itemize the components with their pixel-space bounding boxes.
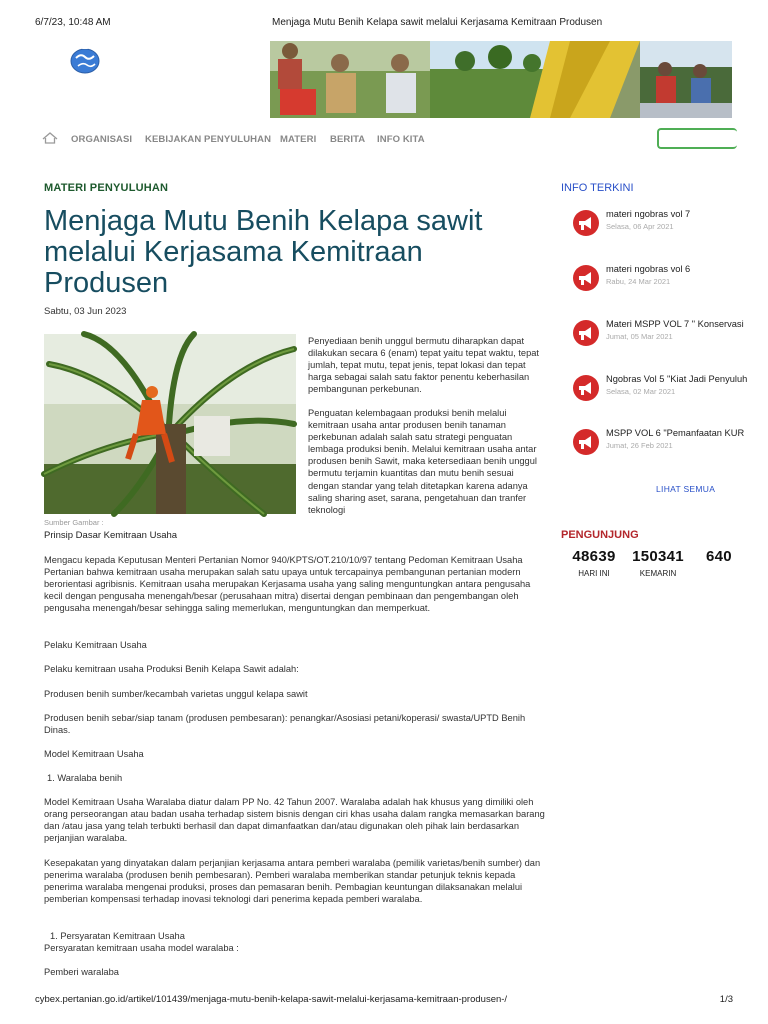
article-paragraph: Mengacu kepada Keputusan Menteri Pertanian Nomor 940/KPTS/OT.210/10/97 tentang Pedoman Kemitraan Usaha Pertanian bahwa kemitraan usaha merupakan salah satu upaya untuk tercapainya pembangunan pertanian modern berorientasi agribisnis. Kemitraan usaha merupakan Kerjasama usaha yang saling menguntungkan antara pengusaha kecil dengan pengusaha menengah/besar (perusahaan mitra) disertai dengan pembinaan dan pengembangan oleh pengusaha menengah/besar sehingga saling memerlukan, menguntungkan dan memperkuat. [44,555,531,614]
stat-value: 48639 [572,548,616,565]
info-item-title[interactable]: materi ngobras vol 7 [606,209,691,219]
stat-value: 640 [706,548,732,565]
info-item[interactable] [573,374,748,411]
article-paragraph: Kesepakatan yang dinyatakan dalam perjanjian kerjasama antara pemberi waralaba (pemilik varietas/benih sumber) dan penerima waralaba (produsen benih pembesaran). Pemberi waralaba memberikan standar petunjuk teknis kepada penerima waralaba mengenai produksi, proses dan pemasaran benih. Pembagian keuntungan dilaksanakan melalui pemberian kompensasi terhadap inovasi teknologi dari penerima kepada pemberi waralaba. [44,858,541,905]
nav-item-organisasi[interactable]: ORGANISASI [71,134,133,145]
site-logo[interactable] [70,46,100,74]
article-paragraph: Pelaku Kemitraan Usaha [44,640,147,650]
print-page-number: 1/3 [719,994,733,1005]
article-title: Menjaga Mutu Benih Kelapa sawit melalui Kerjasama Kemitraan Produsen [44,205,483,299]
see-all-link[interactable]: LIHAT SEMUA [656,484,716,494]
stat-today [569,548,619,578]
stat-yesterday [630,548,686,578]
print-timestamp: 6/7/23, 10:48 AM [35,17,111,28]
print-url: cybex.pertanian.go.id/artikel/101439/menjaga-mutu-benih-kelapa-sawit-melalui-kerjasama-kemitraan-produsen-/ [35,994,508,1005]
stat-label: HARI INI [578,569,610,578]
article-side-paragraph: Penyediaan benih unggul bermutu diharapkan dapat dilakukan secara 6 (enam) tepat yaitu tepat waktu, tepat jumlah, tepat mutu, tepat jenis, tepat lokasi dan tepat harga sebagai salah satu faktor penentu keberhasilan pembangunan perkebunan. [308,336,540,395]
info-item[interactable] [573,210,733,246]
info-item-date: Jumat, 26 Feb 2021 [606,441,673,450]
info-item[interactable] [573,428,745,465]
nav-item-berita[interactable]: BERITA [330,134,366,145]
article-paragraph: Persyaratan kemitraan usaha model waralaba : [44,943,239,953]
nav-item-materi[interactable]: MATERI [280,134,317,145]
stat-value: 150341 [632,548,684,565]
stat-total [706,548,746,569]
article-side-paragraph: Penguatan kelembagaan produksi benih melalui kemitraan usaha antar produsen benih tanaman perkebunan adalah salah satu strategi penguatan lembaga produksi benih. Melalui kemitraan usaha antar produsen benih Sawit, maka ketersediaan benih unggul bermutu terjamin kuantitas dan mutu benih sesuai dengan standar yang telah ditetapkan karena adanya saling sharing aset, sarana, pengetahuan dan tranfer teknologi [308,408,537,515]
article-category[interactable]: MATERI PENYULUHAN [44,182,169,194]
article-paragraph: Pelaku kemitraan usaha Produksi Benih Kelapa Sawit adalah: [44,664,299,674]
visitors-heading: PENGUNJUNG [561,529,639,541]
info-item[interactable] [573,319,744,356]
nav-item-info-kita[interactable]: INFO KITA [377,134,425,145]
megaphone-icon [573,265,599,291]
print-doc-title: Menjaga Mutu Benih Kelapa sawit melalui Kerjasama Kemitraan Produsen [272,17,603,28]
megaphone-icon [573,429,599,455]
nav-item-kebijakan-penyuluhan[interactable]: KEBIJAKAN PENYULUHAN [145,134,272,145]
article-subheading: Prinsip Dasar Kemitraan Usaha [44,530,178,541]
megaphone-icon [573,320,599,346]
stat-label: KEMARIN [639,569,677,578]
home-icon[interactable] [42,131,58,143]
article-paragraph: Model Kemitraan Usaha Waralaba diatur dalam PP No. 42 Tahun 2007. Waralaba adalah hak khusus yang dimiliki oleh orang perseorangan atau badan usaha terhadap sistem bisnis dengan ciri khas usaha dalam rangka memasarkan barang dan /atau jasa yang telah terbukti berhasil dan dapat dimanfaatkan dan/atau digunakan oleh pihak lain berdasarkan perjanjian waralaba. [44,797,545,844]
info-item-title[interactable]: Materi MSPP VOL 7 " Konservasi [606,319,744,329]
article-paragraph: Produsen benih sumber/kecambah varietas unggul kelapa sawit [44,689,308,699]
megaphone-icon [573,375,599,401]
info-item-date: Selasa, 06 Apr 2021 [606,222,674,231]
info-item-title[interactable]: MSPP VOL 6 "Pemanfaatan KUR [606,428,745,438]
info-item-date: Rabu, 24 Mar 2021 [606,277,671,286]
article-paragraph: 1. Persyaratan Kemitraan Usaha [50,931,185,941]
article-paragraph: Pemberi waralaba [44,967,119,977]
info-item-title[interactable]: materi ngobras vol 6 [606,264,691,274]
image-caption: Sumber Gambar : [44,518,104,527]
visitor-stats [560,540,733,585]
article-image [44,334,296,514]
article-paragraph: 1. Waralaba benih [47,773,123,783]
article-paragraph: Produsen benih sebar/siap tanam (produsen pembesaran): penangkar/Asosiasi petani/koperasi/ swasta/UPTD Benih Dinas. [44,713,526,736]
header-banner-image [270,41,732,118]
info-terkini-heading: INFO TERKINI [561,182,634,194]
article-date: Sabtu, 03 Jun 2023 [44,306,127,317]
megaphone-icon [573,210,599,236]
info-item[interactable] [573,265,733,301]
article-paragraph: Model Kemitraan Usaha [44,749,144,759]
info-item-date: Jumat, 05 Mar 2021 [606,332,673,341]
info-item-title[interactable]: Ngobras Vol 5 "Kiat Jadi Penyuluh [606,374,748,384]
main-nav [42,131,732,149]
info-item-date: Selasa, 02 Mar 2021 [606,387,676,396]
search-input[interactable] [657,128,737,149]
